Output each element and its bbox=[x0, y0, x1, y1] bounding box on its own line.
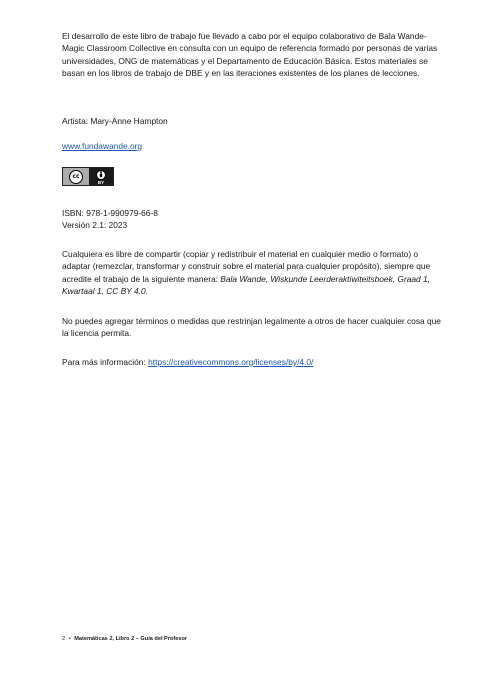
intro-paragraph bbox=[62, 30, 442, 80]
share-text: Cualquiera es libre de compartir (copiar y redistribuir el material en cualquier medio o formato) o adaptar (remezclar, transformar y construir sobre el material para cualquier propósito), siempre que acredite el trabajo de la siguiente manera: bbox=[62, 249, 431, 284]
website-line bbox=[62, 140, 442, 152]
website-link[interactable]: www.fundawande.org bbox=[62, 141, 143, 151]
person-icon bbox=[96, 170, 106, 180]
more-info-line bbox=[62, 356, 442, 368]
page-footer bbox=[62, 636, 187, 642]
more-info-text bbox=[62, 356, 442, 368]
share-paragraph-text bbox=[62, 248, 442, 298]
artist-text: Artista: Mary-Anne Hampton bbox=[62, 116, 168, 126]
by-attribution-icon bbox=[89, 168, 113, 185]
cc-circle-icon: cc bbox=[69, 170, 83, 184]
by-label: BY bbox=[97, 179, 105, 185]
footer-title: Matemáticas 2, Libro 2 – Guía del Profesor bbox=[74, 636, 188, 642]
share-paragraph bbox=[62, 248, 442, 298]
isbn-text: ISBN: 978-1-990979-66-8 bbox=[62, 208, 158, 218]
version-text: Versión 2.1: 2023 bbox=[62, 220, 128, 231]
restriction-text: No puedes agregar términos o medidas que restrinjan legalmente a otros de hacer cualquier cosa que la licencia permita. bbox=[62, 316, 441, 339]
intro-text: El desarrollo de este libro de trabajo fue llevado a cabo por el equipo colaborativo de Bala Wande-Magic Classroom Collective en consulta con un equipo de referencia formado por personas de varias universidades, ONG de matemáticas y el Departamento de Educación Básica. Estos materiales se basan en los libros de trabajo de DBE y en las iteraciones existentes de los planes de lecciones. bbox=[62, 31, 438, 79]
cc-icon bbox=[63, 168, 89, 185]
isbn-block bbox=[62, 207, 442, 232]
artist-credit bbox=[62, 115, 442, 127]
restriction-paragraph bbox=[62, 315, 442, 340]
cc-by-license-badge bbox=[62, 167, 114, 186]
more-info-label: Para más información: bbox=[62, 357, 149, 367]
page-number: 2 bbox=[62, 636, 66, 642]
license-link[interactable]: https://creativecommons.org/licenses/by/4.0/ bbox=[148, 357, 314, 367]
share-citation: Bala Wande, Wiskunde Leerderaktiwiteitsboek, Graad 1, Kwartaal 1, CC BY 4.0. bbox=[62, 273, 431, 297]
footer-bullet: • bbox=[68, 636, 71, 642]
